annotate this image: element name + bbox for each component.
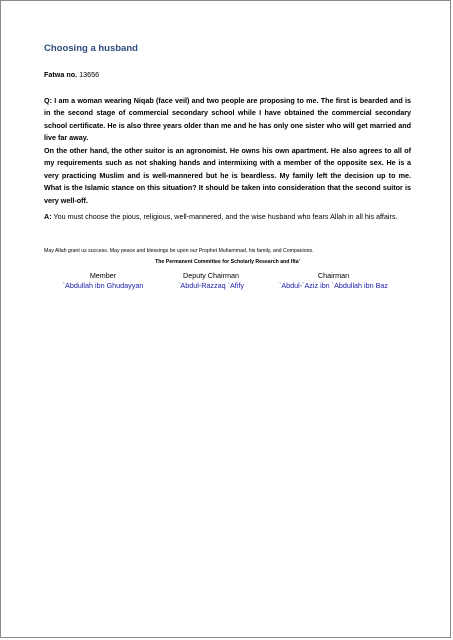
fatwa-label: Fatwa no. bbox=[44, 70, 78, 79]
answer-paragraph bbox=[44, 211, 411, 223]
signatory-name: `Abdul-Razzaq `Afify bbox=[178, 281, 244, 290]
answer-label: A: bbox=[44, 212, 52, 221]
signatory-role: Deputy Chairman bbox=[183, 271, 239, 280]
signatory-deputy-chairman bbox=[161, 271, 261, 291]
signatory-name: `Abdul-`Aziz ibn `Abdullah ibn Baz bbox=[278, 281, 389, 290]
fatwa-number: 13656 bbox=[79, 70, 100, 79]
committee-name: The Permanent Committee for Scholarly Research and Ifta' bbox=[155, 259, 300, 265]
signatory-role: Member bbox=[89, 271, 117, 280]
signatory-member bbox=[53, 271, 153, 291]
closing-line: May Allah grant us success. May peace and blessings be upon our Prophet Muhammad, his family, and Companions. bbox=[44, 248, 314, 254]
signatory-role: Chairman bbox=[317, 271, 350, 280]
signatory-chairman bbox=[266, 271, 401, 291]
question-paragraph-2: On the other hand, the other suitor is an agronomist. He owns his own apartment. He also agrees to all of my requirements such as not shaking hands and intermixing with a member of the opposite sex. He is a very practicing Muslim and is well-mannered but he is beardless. My family left the decision up to me. What is the Islamic stance on this situation? It should be taken into consideration that the second suitor is very well-off. bbox=[44, 146, 411, 205]
fatwa-number-line bbox=[44, 70, 99, 79]
answer-text: You must choose the pious, religious, well-mannered, and the wise husband who fears Allah in all his affairs. bbox=[53, 212, 398, 221]
signatory-name: `Abdullah ibn Ghudayyan bbox=[62, 281, 144, 290]
question-paragraph-1: Q: I am a woman wearing Niqab (face veil) and two people are proposing to me. The first is bearded and is in the second stage of commercial secondary school while I have obtained the commercial secondary school certificate. He is also three years older than me and he has only one sister who will get married and live far away. bbox=[44, 96, 411, 143]
document-title: Choosing a husband bbox=[44, 43, 138, 54]
